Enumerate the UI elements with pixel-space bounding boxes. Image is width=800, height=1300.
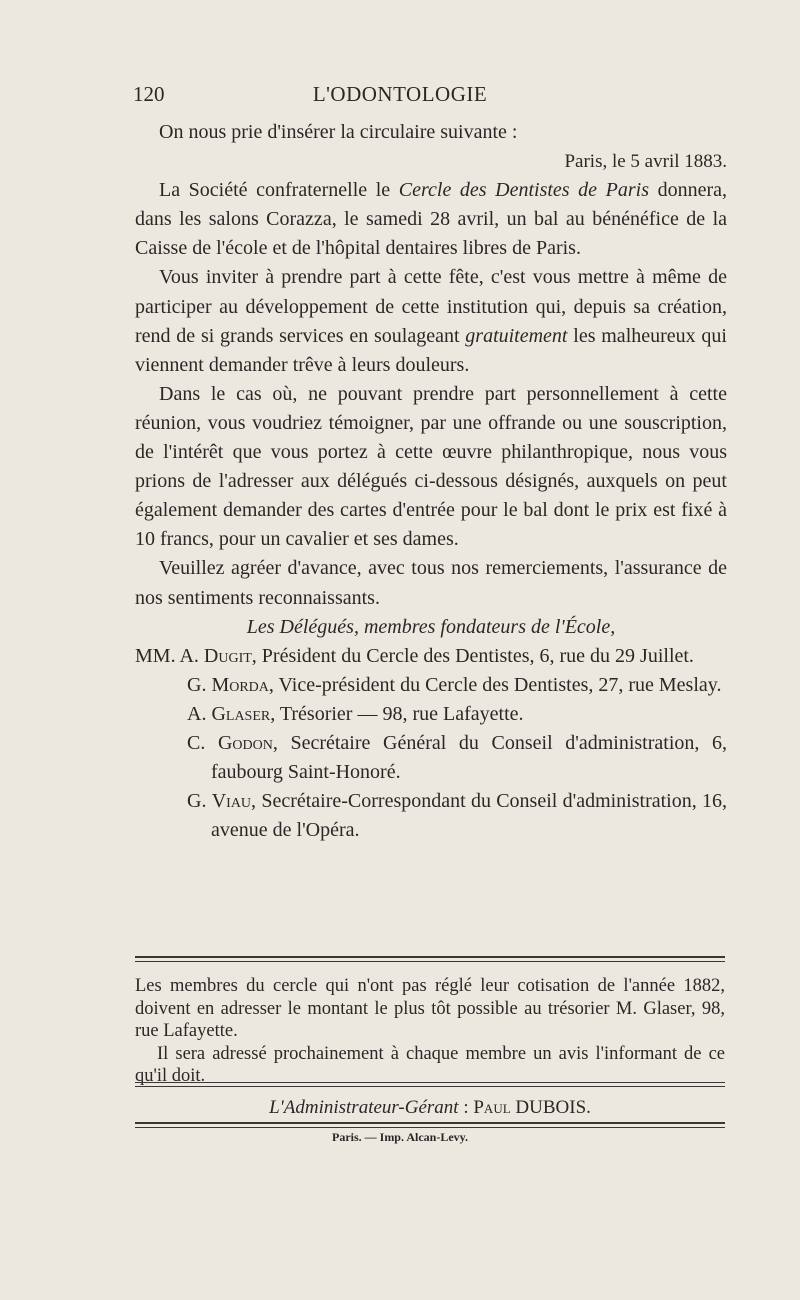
paragraph-4: Veuillez agréer d'avance, avec tous nos remerciements, l'assurance de nos sentiments reconnaissants. (135, 557, 727, 609)
paragraph-2: Vous inviter à prendre part à cette fête, c'est vous mettre à même de participer au développement de cette institution qui, depuis sa création, rend de si grands services en soulageant gratuitement les malheureux qui viennent demander trêve à leurs douleurs. (135, 266, 727, 376)
circular-date: Paris, le 5 avril 1883. (564, 151, 727, 173)
delegate-morda: G. Morda, Vice-président du Cercle des Dentistes, 27, rue Meslay. (187, 673, 722, 696)
paragraph-1: La Société confraternelle le Cercle des Dentistes de Paris donnera, dans les salons Corazza, le samedi 28 avril, un bal au bénénéfice de la Caisse de l'école et de l'hôpital dentaires libres de Paris. (135, 179, 727, 260)
notice-paragraph-2: Il sera adressé prochainement à chaque membre un avis l'informant de ce qu'il doit. (135, 1043, 725, 1086)
emphasis-gratuitement: gratuitement (465, 324, 568, 347)
double-rule-bottom (135, 1122, 725, 1128)
administrator-signature: L'Administrateur-Gérant : Paul DUBOIS. (269, 1097, 591, 1118)
page-number: 120 (133, 82, 165, 106)
circular-body (135, 118, 727, 845)
intro-paragraph: On nous prie d'insérer la circulaire suivante : (159, 121, 518, 143)
delegates-signature: Les Délégués, membres fondateurs de l'École, (246, 615, 616, 638)
delegate-godon: C. Godon, Secrétaire Général du Conseil d'administration, 6, faubourg Saint-Honoré. (187, 731, 727, 784)
cercle-name: Cercle des Dentistes de Paris (398, 179, 649, 202)
delegate-viau: G. Viau, Secrétaire-Correspondant du Conseil d'administration, 16, avenue de l'Opéra. (187, 790, 727, 842)
notice-paragraph-1: Les membres du cercle qui n'ont pas réglé leur cotisation de l'année 1882, doivent en adresser le montant le plus tôt possible au trésorier M. Glaser, 98, rue Lafayette. (135, 976, 725, 1041)
rule-above-signature (135, 1082, 725, 1083)
delegate-dugit: MM. A. Dugit, Président du Cercle des Dentistes, 6, rue du 29 Juillet. (135, 644, 694, 667)
page-header (0, 82, 800, 112)
printer-imprint: Paris. — Imp. Alcan-Levy. (331, 1130, 468, 1144)
running-title: L'ODONTOLOGIE (312, 82, 488, 106)
paragraph-3: Dans le cas où, ne pouvant prendre part personnellement à cette réunion, vous voudriez témoigner, par une offrande ou une souscription, de l'intérêt que vous portez à cette œuvre philanthropique, nous vous prions de l'adresser aux délégués ci-dessous désignés, auxquels on peut également demander des cartes d'entrée pour le bal dont le prix est fixé à 10 francs, pour un cavalier et ses dames. (135, 382, 727, 551)
members-notice (135, 975, 725, 1088)
double-rule-top (135, 956, 725, 962)
delegate-glaser: A. Glaser, Trésorier — 98, rue Lafayette. (187, 702, 524, 725)
rule-above-signature-2 (135, 1086, 725, 1087)
